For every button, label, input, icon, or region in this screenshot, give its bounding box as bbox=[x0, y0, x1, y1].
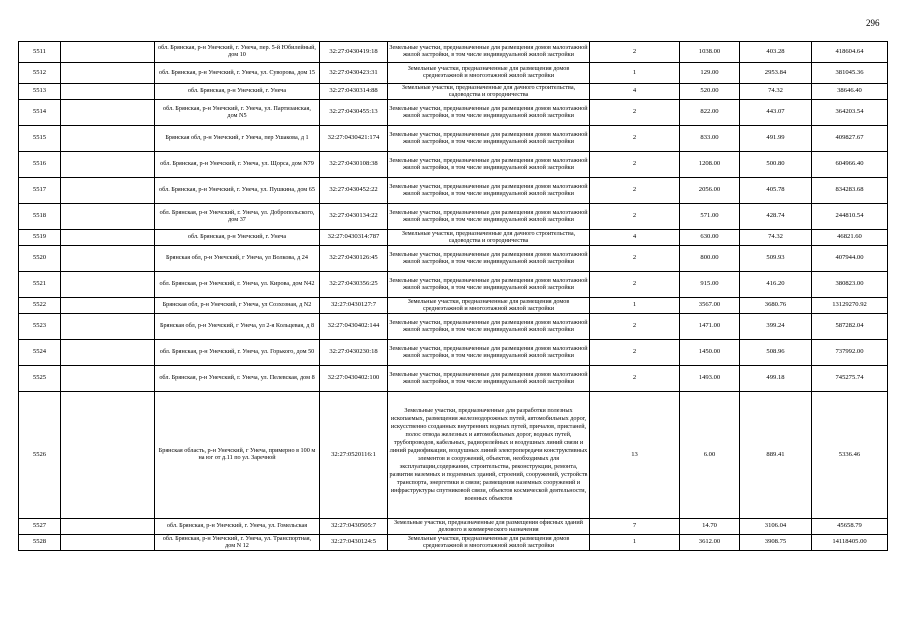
row-number: 5526 bbox=[19, 392, 61, 519]
cadastral-number: 32:27:0430314:787 bbox=[320, 230, 388, 246]
address-cell: обл. Брянская, р-н Унечский, г. Унеча, ул. Гомельская bbox=[155, 519, 320, 535]
group-code: 1 bbox=[590, 298, 680, 314]
row-number: 5513 bbox=[19, 84, 61, 100]
table-row bbox=[19, 535, 888, 551]
address-cell: обл. Брянская, р-н Унечский, г. Унеча, ул. Пушкина, дом 65 bbox=[155, 178, 320, 204]
cadastral-value: 46821.60 bbox=[812, 230, 888, 246]
row-number: 5521 bbox=[19, 272, 61, 298]
group-code: 4 bbox=[590, 84, 680, 100]
row-number: 5517 bbox=[19, 178, 61, 204]
blank-cell bbox=[61, 366, 155, 392]
table-row bbox=[19, 392, 888, 519]
area-value: 1208.00 bbox=[680, 152, 740, 178]
blank-cell bbox=[61, 230, 155, 246]
row-number: 5524 bbox=[19, 340, 61, 366]
cadastral-number: 32:27:0430124:5 bbox=[320, 535, 388, 551]
address-cell: обл. Брянская, р-н Унечский, г. Унеча, ул. Добропольского, дом 37 bbox=[155, 204, 320, 230]
blank-cell bbox=[61, 84, 155, 100]
area-value: 3612.00 bbox=[680, 535, 740, 551]
land-use-category: Земельные участки, предназначенные для размещения офисных зданий делового и коммерческого назначения bbox=[388, 519, 590, 535]
group-code: 2 bbox=[590, 100, 680, 126]
land-use-category: Земельные участки, предназначенные для размещения домов малоэтажной жилой застройки, в том числе индивидуальной жилой застройки bbox=[388, 340, 590, 366]
address-cell: Брянская обл, р-н Унечский, г Унеча, ул 2-я Кольцевая, д 8 bbox=[155, 314, 320, 340]
area-value: 6.00 bbox=[680, 392, 740, 519]
blank-cell bbox=[61, 298, 155, 314]
cadastral-value: 13129270.92 bbox=[812, 298, 888, 314]
address-cell: обл. Брянская, р-н Унечский, г. Унеча, пер. 5-й Юбилейный, дом 10 bbox=[155, 42, 320, 63]
specific-value: 491.99 bbox=[740, 126, 812, 152]
group-code: 2 bbox=[590, 204, 680, 230]
cadastral-number: 32:27:0430108:38 bbox=[320, 152, 388, 178]
table-row bbox=[19, 84, 888, 100]
row-number: 5523 bbox=[19, 314, 61, 340]
blank-cell bbox=[61, 126, 155, 152]
table-row bbox=[19, 298, 888, 314]
cadastral-number: 32:27:0430126:45 bbox=[320, 246, 388, 272]
row-number: 5528 bbox=[19, 535, 61, 551]
row-number: 5514 bbox=[19, 100, 61, 126]
address-cell: Брянская обл, р-н Унечский, г Унеча, ул Волкова, д 24 bbox=[155, 246, 320, 272]
page-number: 296 bbox=[866, 18, 880, 28]
specific-value: 443.07 bbox=[740, 100, 812, 126]
area-value: 630.00 bbox=[680, 230, 740, 246]
cadastral-value: 38646.40 bbox=[812, 84, 888, 100]
specific-value: 405.78 bbox=[740, 178, 812, 204]
area-value: 800.00 bbox=[680, 246, 740, 272]
address-cell: обл. Брянская, р-н Унечский, г. Унеча, ул. Партизанская, дом N5 bbox=[155, 100, 320, 126]
specific-value: 500.80 bbox=[740, 152, 812, 178]
area-value: 822.00 bbox=[680, 100, 740, 126]
cadastral-value: 407944.00 bbox=[812, 246, 888, 272]
group-code: 2 bbox=[590, 314, 680, 340]
group-code: 7 bbox=[590, 519, 680, 535]
area-value: 1471.00 bbox=[680, 314, 740, 340]
group-code: 2 bbox=[590, 246, 680, 272]
table-row bbox=[19, 246, 888, 272]
address-cell: Брянская обл, р-н Унечский, г Унеча, ул Созхозная, д N2 bbox=[155, 298, 320, 314]
cadastral-number: 32:27:0430402:144 bbox=[320, 314, 388, 340]
specific-value: 416.20 bbox=[740, 272, 812, 298]
table-row bbox=[19, 519, 888, 535]
land-use-category: Земельные участки, предназначенные для дачного строительства, садоводства и огородничества bbox=[388, 230, 590, 246]
land-use-category: Земельные участки, предназначенные для дачного строительства, садоводства и огородничества bbox=[388, 84, 590, 100]
blank-cell bbox=[61, 204, 155, 230]
address-cell: обл. Брянская, р-н Унечский, г. Унеча, ул. Пелевская, дом 8 bbox=[155, 366, 320, 392]
blank-cell bbox=[61, 272, 155, 298]
table-row bbox=[19, 63, 888, 84]
group-code: 2 bbox=[590, 152, 680, 178]
cadastral-number: 32:27:0430314:88 bbox=[320, 84, 388, 100]
cadastral-number: 32:27:0520116:1 bbox=[320, 392, 388, 519]
specific-value: 889.41 bbox=[740, 392, 812, 519]
table-row bbox=[19, 100, 888, 126]
specific-value: 509.93 bbox=[740, 246, 812, 272]
land-use-category: Земельные участки, предназначенные для размещения домов малоэтажной жилой застройки, в том числе индивидуальной жилой застройки bbox=[388, 314, 590, 340]
row-number: 5511 bbox=[19, 42, 61, 63]
address-cell: обл. Брянская, р-н Унечский, г. Унеча bbox=[155, 230, 320, 246]
land-use-category: Земельные участки, предназначенные для размещения домов малоэтажной жилой застройки, в том числе индивидуальной жилой застройки bbox=[388, 272, 590, 298]
land-use-category: Земельные участки, предназначенные для размещения домов малоэтажной жилой застройки, в том числе индивидуальной жилой застройки bbox=[388, 366, 590, 392]
blank-cell bbox=[61, 246, 155, 272]
specific-value: 2953.84 bbox=[740, 63, 812, 84]
cadastral-number: 32:27:0430134:22 bbox=[320, 204, 388, 230]
cadastral-value: 380823.00 bbox=[812, 272, 888, 298]
cadastral-value: 737992.00 bbox=[812, 340, 888, 366]
land-use-category: Земельные участки, предназначенные для размещения домов малоэтажной жилой застройки, в том числе индивидуальной жилой застройки bbox=[388, 246, 590, 272]
area-value: 1450.00 bbox=[680, 340, 740, 366]
group-code: 2 bbox=[590, 126, 680, 152]
cadastral-number: 32:27:0430402:100 bbox=[320, 366, 388, 392]
cadastral-value: 604966.40 bbox=[812, 152, 888, 178]
group-code: 2 bbox=[590, 366, 680, 392]
specific-value: 3680.76 bbox=[740, 298, 812, 314]
area-value: 1038.00 bbox=[680, 42, 740, 63]
specific-value: 403.28 bbox=[740, 42, 812, 63]
area-value: 2056.00 bbox=[680, 178, 740, 204]
cadastral-number: 32:27:0430419:18 bbox=[320, 42, 388, 63]
area-value: 129.00 bbox=[680, 63, 740, 84]
table-row bbox=[19, 366, 888, 392]
row-number: 5519 bbox=[19, 230, 61, 246]
row-number: 5520 bbox=[19, 246, 61, 272]
land-parcels-table bbox=[18, 41, 888, 551]
cadastral-number: 32:27:0430505:7 bbox=[320, 519, 388, 535]
specific-value: 3106.04 bbox=[740, 519, 812, 535]
cadastral-number: 32:27:0430452:22 bbox=[320, 178, 388, 204]
cadastral-value: 45658.79 bbox=[812, 519, 888, 535]
blank-cell bbox=[61, 340, 155, 366]
land-use-category: Земельные участки, предназначенные для размещения домов малоэтажной жилой застройки, в том числе индивидуальной жилой застройки bbox=[388, 204, 590, 230]
table-row bbox=[19, 42, 888, 63]
blank-cell bbox=[61, 519, 155, 535]
area-value: 3567.00 bbox=[680, 298, 740, 314]
address-cell: обл. Брянская, р-н Унечский, г. Унеча, ул. Кирова, дом N42 bbox=[155, 272, 320, 298]
table-row bbox=[19, 272, 888, 298]
group-code: 1 bbox=[590, 535, 680, 551]
cadastral-value: 409827.67 bbox=[812, 126, 888, 152]
row-number: 5527 bbox=[19, 519, 61, 535]
table-row bbox=[19, 204, 888, 230]
land-use-category: Земельные участки, предназначенные для размещения домов малоэтажной жилой застройки, в том числе индивидуальной жилой застройки bbox=[388, 152, 590, 178]
specific-value: 74.32 bbox=[740, 84, 812, 100]
address-cell: обл. Брянская, р-н Унечский, г. Унеча, ул. Щорса, дом N79 bbox=[155, 152, 320, 178]
blank-cell bbox=[61, 178, 155, 204]
address-cell: Брянская область, р-н Унечский, г Унеча, примерно в 100 м на юг от д.11 по ул. Заречной bbox=[155, 392, 320, 519]
cadastral-value: 244810.54 bbox=[812, 204, 888, 230]
table-row bbox=[19, 178, 888, 204]
group-code: 2 bbox=[590, 340, 680, 366]
address-cell: обл. Брянская, р-н Унечский, г. Унеча, ул. Суворова, дом 15 bbox=[155, 63, 320, 84]
address-cell: обл. Брянская, р-н Унечский, г. Унеча bbox=[155, 84, 320, 100]
specific-value: 428.74 bbox=[740, 204, 812, 230]
table-row bbox=[19, 230, 888, 246]
table-row bbox=[19, 152, 888, 178]
area-value: 14.70 bbox=[680, 519, 740, 535]
land-use-category: Земельные участки, предназначенные для размещения домов малоэтажной жилой застройки, в том числе индивидуальной жилой застройки bbox=[388, 42, 590, 63]
area-value: 1493.00 bbox=[680, 366, 740, 392]
table-row bbox=[19, 126, 888, 152]
cadastral-number: 32:27:0430127:7 bbox=[320, 298, 388, 314]
cadastral-value: 587282.04 bbox=[812, 314, 888, 340]
cadastral-value: 5336.46 bbox=[812, 392, 888, 519]
cadastral-number: 32:27:0430421:174 bbox=[320, 126, 388, 152]
land-use-category: Земельные участки, предназначенные для размещения домов среднеэтажной и многоэтажной жилой застройки bbox=[388, 535, 590, 551]
table-row bbox=[19, 340, 888, 366]
group-code: 4 bbox=[590, 230, 680, 246]
cadastral-number: 32:27:0430230:18 bbox=[320, 340, 388, 366]
address-cell: обл. Брянская, р-н Унечский, г. Унеча, ул. Горького, дом 50 bbox=[155, 340, 320, 366]
cadastral-value: 418604.64 bbox=[812, 42, 888, 63]
row-number: 5515 bbox=[19, 126, 61, 152]
area-value: 520.00 bbox=[680, 84, 740, 100]
blank-cell bbox=[61, 100, 155, 126]
land-use-category: Земельные участки, предназначенные для разработки полезных ископаемых, размещения железнодорожных путей, автомобильных дорог, искусственно созданных внутренних водных путей, причалов, пристаней, полос отвода железных и автомобильных дорог, водных путей, трубопроводов, кабельных, радиорелейных и воздушных линий связи и линий радиофикации, воздушных линий электропередачи конструктивных элементов и сооружений, объектов, необходимых для эксплуатации,содержания, строительства, реконструкции, ремонта, развития наземных и подземных зданий, строений, сооружений, устройств транспорта, энергетики и связи; размещения наземных сооружений и инфраструктуры спутниковой связи, объектов космической деятельности, военных объектов bbox=[388, 392, 590, 519]
land-use-category: Земельные участки, предназначенные для размещения домов малоэтажной жилой застройки, в том числе индивидуальной жилой застройки bbox=[388, 178, 590, 204]
group-code: 2 bbox=[590, 272, 680, 298]
specific-value: 399.24 bbox=[740, 314, 812, 340]
cadastral-value: 745275.74 bbox=[812, 366, 888, 392]
cadastral-value: 381045.36 bbox=[812, 63, 888, 84]
blank-cell bbox=[61, 42, 155, 63]
specific-value: 508.96 bbox=[740, 340, 812, 366]
group-code: 1 bbox=[590, 63, 680, 84]
area-value: 571.00 bbox=[680, 204, 740, 230]
group-code: 2 bbox=[590, 42, 680, 63]
row-number: 5525 bbox=[19, 366, 61, 392]
land-use-category: Земельные участки, предназначенные для размещения домов малоэтажной жилой застройки, в том числе индивидуальной жилой застройки bbox=[388, 126, 590, 152]
table-row bbox=[19, 314, 888, 340]
group-code: 13 bbox=[590, 392, 680, 519]
specific-value: 3908.75 bbox=[740, 535, 812, 551]
row-number: 5516 bbox=[19, 152, 61, 178]
land-use-category: Земельные участки, предназначенные для размещения домов малоэтажной жилой застройки, в том числе индивидуальной жилой застройки bbox=[388, 100, 590, 126]
row-number: 5512 bbox=[19, 63, 61, 84]
land-use-category: Земельные участки, предназначенные для размещения домов среднеэтажной и многоэтажной жилой застройки bbox=[388, 63, 590, 84]
address-cell: Брянская обл, р-н Унечский, г Унеча, пер Ушакова, д 1 bbox=[155, 126, 320, 152]
specific-value: 499.18 bbox=[740, 366, 812, 392]
area-value: 915.00 bbox=[680, 272, 740, 298]
cadastral-value: 834283.68 bbox=[812, 178, 888, 204]
cadastral-number: 32:27:0430356:25 bbox=[320, 272, 388, 298]
blank-cell bbox=[61, 63, 155, 84]
cadastral-number: 32:27:0430423:31 bbox=[320, 63, 388, 84]
blank-cell bbox=[61, 314, 155, 340]
address-cell: обл. Брянская, р-н Унечский, г. Унеча, ул. Транспортная, дом N 12 bbox=[155, 535, 320, 551]
blank-cell bbox=[61, 152, 155, 178]
blank-cell bbox=[61, 535, 155, 551]
area-value: 833.00 bbox=[680, 126, 740, 152]
group-code: 2 bbox=[590, 178, 680, 204]
specific-value: 74.32 bbox=[740, 230, 812, 246]
cadastral-number: 32:27:0430455:13 bbox=[320, 100, 388, 126]
cadastral-value: 14118405.00 bbox=[812, 535, 888, 551]
blank-cell bbox=[61, 392, 155, 519]
row-number: 5518 bbox=[19, 204, 61, 230]
row-number: 5522 bbox=[19, 298, 61, 314]
land-use-category: Земельные участки, предназначенные для размещения домов среднеэтажной и многоэтажной жилой застройки bbox=[388, 298, 590, 314]
cadastral-value: 364203.54 bbox=[812, 100, 888, 126]
table-body bbox=[19, 42, 888, 551]
